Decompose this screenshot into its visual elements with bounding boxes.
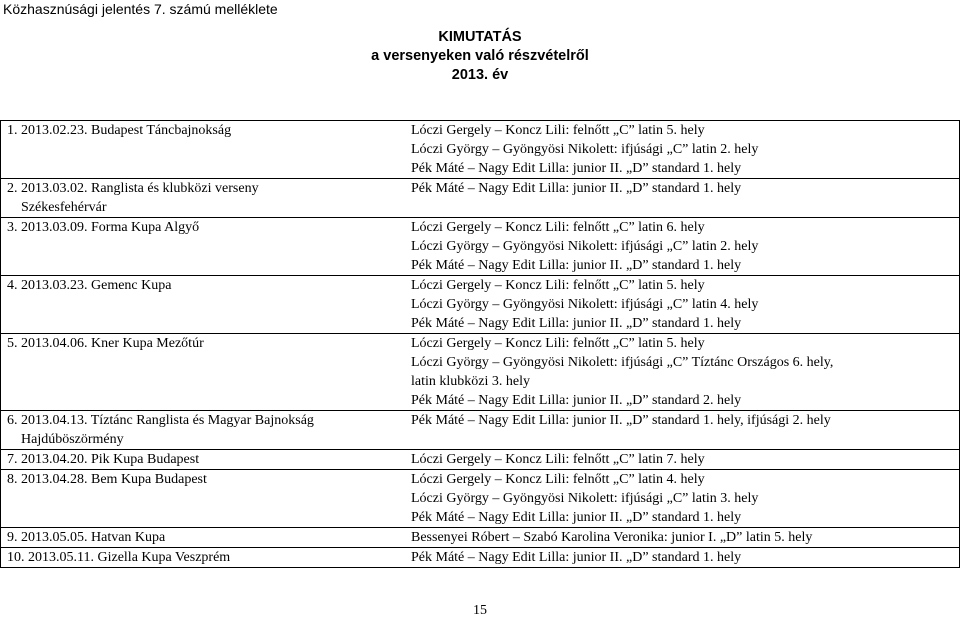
result-text: Lóczi Gergely – Koncz Lili: felnőtt „C” latin 5. hely [411, 336, 705, 351]
event-text: 2. 2013.03.02. Ranglista és klubközi verseny [7, 181, 259, 196]
result-text: Bessenyei Róbert – Szabó Karolina Veronika: junior I. „D” latin 5. hely [411, 530, 813, 545]
table-row [1, 547, 959, 568]
event-cell [1, 411, 401, 449]
table-row [1, 410, 959, 449]
result-text: latin klubközi 3. hely [411, 374, 530, 389]
event-text: 5. 2013.04.06. Kner Kupa Mezőtúr [7, 336, 204, 351]
title-line-2: a versenyeken való részvételről [371, 48, 589, 64]
event-text: 8. 2013.04.28. Bem Kupa Budapest [7, 472, 207, 487]
competition-table [0, 120, 960, 568]
result-text: Pék Máté – Nagy Edit Lilla: junior II. „D” standard 1. hely [411, 550, 742, 565]
result-text: Lóczi Gergely – Koncz Lili: felnőtt „C” latin 5. hely [411, 278, 705, 293]
result-text: Pék Máté – Nagy Edit Lilla: junior II. „D” standard 1. hely [411, 258, 742, 273]
event-text: 7. 2013.04.20. Pik Kupa Budapest [7, 452, 200, 467]
document-title [0, 28, 960, 85]
result-text: Lóczi György – Gyöngyösi Nikolett: ifjúsági „C” latin 3. hely [411, 491, 759, 506]
event-cell [1, 528, 401, 547]
result-text: Pék Máté – Nagy Edit Lilla: junior II. „D” standard 1. hely, ifjúsági 2. hely [411, 413, 831, 428]
table-row [1, 469, 959, 527]
title-line-3: 2013. év [451, 67, 509, 83]
results-cell [401, 276, 959, 333]
result-text: Lóczi György – Gyöngyösi Nikolett: ifjúsági „C” Tíztánc Országos 6. hely, [411, 355, 834, 370]
event-cell [1, 470, 401, 527]
event-cell [1, 548, 401, 567]
results-cell [401, 334, 959, 410]
event-text: Hajdúböszörmény [21, 432, 124, 447]
title-line-1: KIMUTATÁS [438, 29, 522, 45]
result-text: Lóczi Gergely – Koncz Lili: felnőtt „C” latin 4. hely [411, 472, 705, 487]
header-note: Közhasznúsági jelentés 7. számú melléklete [3, 1, 278, 17]
results-cell [401, 121, 959, 178]
result-text: Lóczi György – Gyöngyösi Nikolett: ifjúsági „C” latin 4. hely [411, 297, 759, 312]
table-row [1, 217, 959, 275]
event-text: 1. 2013.02.23. Budapest Táncbajnokság [7, 123, 232, 138]
event-cell [1, 276, 401, 333]
results-cell [401, 450, 959, 469]
event-text: 3. 2013.03.09. Forma Kupa Algyő [7, 220, 200, 235]
event-cell [1, 121, 401, 178]
event-text: 4. 2013.03.23. Gemenc Kupa [7, 278, 172, 293]
event-text: Székesfehérvár [21, 200, 107, 215]
result-text: Lóczi Gergely – Koncz Lili: felnőtt „C” latin 7. hely [411, 452, 705, 467]
result-text: Pék Máté – Nagy Edit Lilla: junior II. „D” standard 2. hely [411, 393, 742, 408]
result-text: Pék Máté – Nagy Edit Lilla: junior II. „D” standard 1. hely [411, 510, 742, 525]
event-text: 9. 2013.05.05. Hatvan Kupa [7, 530, 166, 545]
table-row [1, 275, 959, 333]
event-text: 6. 2013.04.13. Tíztánc Ranglista és Magyar Bajnokság [7, 413, 314, 428]
results-cell [401, 179, 959, 217]
event-cell [1, 218, 401, 275]
table-row [1, 178, 959, 217]
result-text: Lóczi Gergely – Koncz Lili: felnőtt „C” latin 5. hely [411, 123, 705, 138]
table-row [1, 449, 959, 469]
result-text: Lóczi György – Gyöngyösi Nikolett: ifjúsági „C” latin 2. hely [411, 239, 759, 254]
result-text: Lóczi Gergely – Koncz Lili: felnőtt „C” latin 6. hely [411, 220, 705, 235]
table-row [1, 120, 959, 178]
table-row [1, 333, 959, 410]
page-number: 15 [473, 603, 487, 618]
event-cell [1, 450, 401, 469]
results-cell [401, 528, 959, 547]
event-cell [1, 179, 401, 217]
results-cell [401, 470, 959, 527]
results-cell [401, 218, 959, 275]
result-text: Pék Máté – Nagy Edit Lilla: junior II. „D” standard 1. hely [411, 161, 742, 176]
results-cell [401, 548, 959, 567]
event-cell [1, 334, 401, 410]
results-cell [401, 411, 959, 449]
table-row [1, 527, 959, 547]
event-text: 10. 2013.05.11. Gizella Kupa Veszprém [7, 550, 231, 565]
result-text: Pék Máté – Nagy Edit Lilla: junior II. „D” standard 1. hely [411, 181, 742, 196]
result-text: Lóczi György – Gyöngyösi Nikolett: ifjúsági „C” latin 2. hely [411, 142, 759, 157]
result-text: Pék Máté – Nagy Edit Lilla: junior II. „D” standard 1. hely [411, 316, 742, 331]
